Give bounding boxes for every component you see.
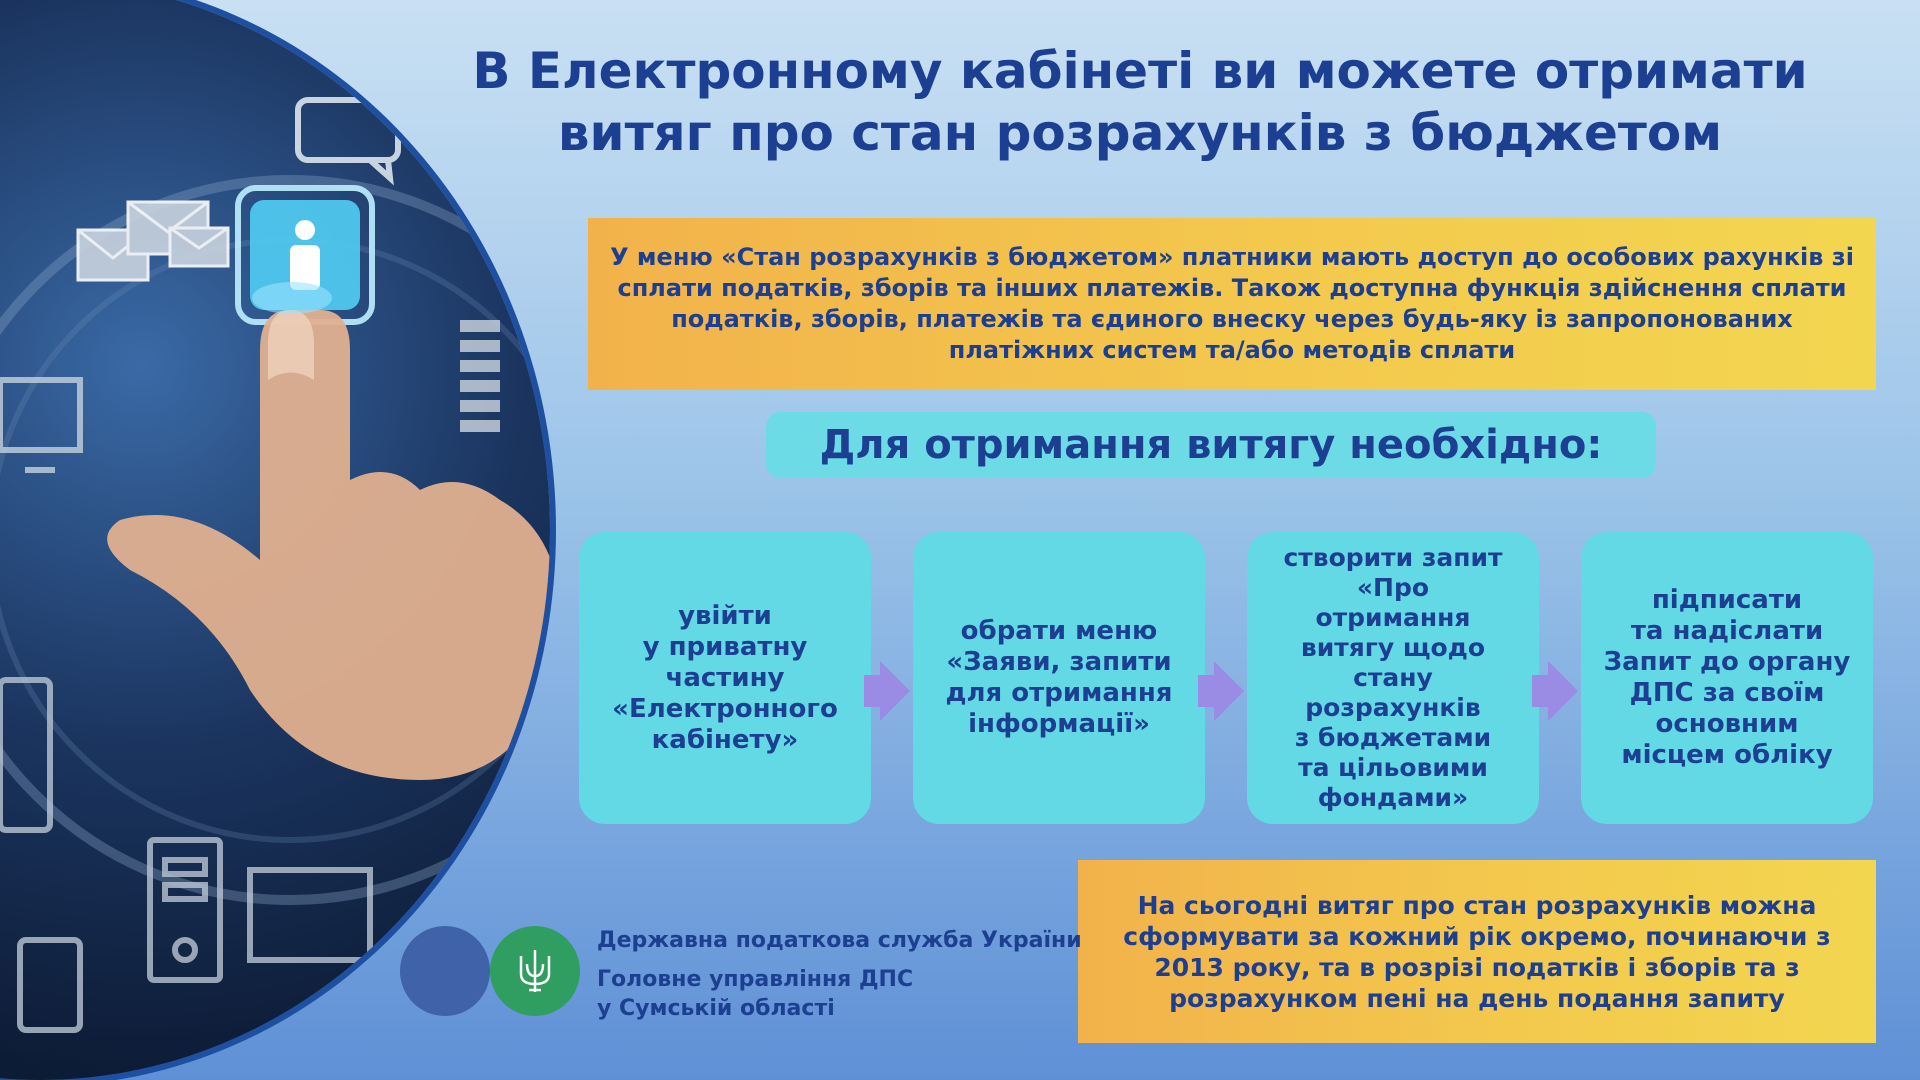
step-1-box: увійти у приватну частину «Електронного кабінету» [579,532,871,824]
info-box [588,218,1876,390]
arrow-right-icon [880,661,910,721]
title-line-1: В Електронному кабінеті ви можете отримати [472,42,1808,100]
page-title [400,40,1880,164]
logo-circle-blue [400,926,490,1016]
trident-icon [515,946,555,996]
note-box [1078,860,1876,1043]
note-text: На сьогодні витяг про стан розрахунків можна сформувати за кожний рік окремо, починаючи з 2013 року, та в розрізі податків і зборів та з розрахунком пені на день подання запиту [1123,890,1831,1013]
server-icon [460,320,500,432]
envelope-icon [78,202,228,280]
steps-heading [766,412,1656,478]
chat-icon [298,100,398,178]
arrow-right-icon [1548,661,1578,721]
department-line-2: у Сумській області [597,996,835,1021]
step-2-box: обрати меню «Заяви, запити для отримання інформації» [913,532,1205,824]
steps-heading-text: Для отримання витягу необхідно: [819,422,1603,468]
org-name: Державна податкова служба України [597,928,1082,953]
info-text: У меню «Стан розрахунків з бюджетом» платники мають доступ до особових рахунків зі сплати податків, зборів та інших платежів. Також доступна функція здійснення сплати податків, зборів, платежів та єдиного внеску через будь-яку із запропонованих платіжних систем та/або методів сплати [610,243,1854,364]
step-3-box: створити запит «Про отримання витягу щодо стану розрахунків з бюджетами та цільовими фондами» [1247,532,1539,824]
step-4-box: підписати та надіслати Запит до органу ДПС за своїм основним місцем обліку [1581,532,1873,824]
logo-circle-green [490,926,580,1016]
arrow-right-icon [1214,661,1244,721]
department-line-1: Головне управління ДПС [597,967,914,992]
title-line-2: витяг про стан розрахунків з бюджетом [557,104,1723,162]
